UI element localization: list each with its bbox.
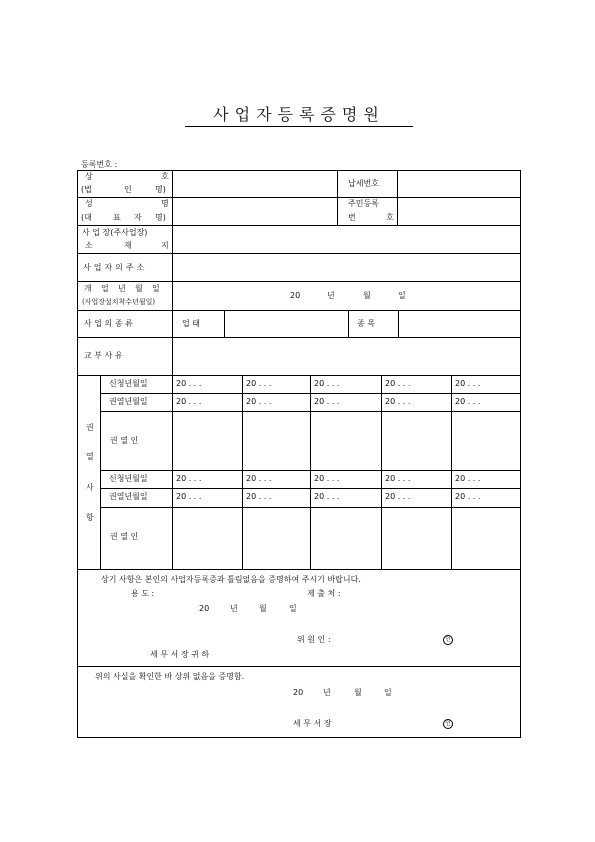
opening-label-e: 일	[152, 284, 160, 293]
name-label-a: 성	[85, 199, 93, 208]
rep-name-label-d: 명)	[155, 213, 166, 222]
license-side-label-b: 열	[86, 452, 94, 461]
name-label-b: 명	[161, 199, 169, 208]
corp-name-label-a: (법	[81, 185, 92, 194]
document-title: 사업자등록증명원	[213, 105, 385, 124]
year-cell: 20 . . .	[385, 492, 411, 501]
year-cell: 20 . . .	[246, 379, 272, 388]
request-statement: 상기 사항은 본인의 사업자등록증과 틀림없음을 증명하여 주시기 바랍니다.	[101, 575, 361, 584]
issue-date-label-1: 권열년월일	[109, 397, 148, 406]
rep-name-label-b: 표	[113, 213, 121, 222]
issue-date-label-2: 권열년월일	[109, 492, 148, 501]
license-side-label-c: 사	[86, 483, 94, 492]
year-cell: 20 . . .	[246, 492, 272, 501]
request-date-month-unit: 월	[259, 604, 267, 613]
year-cell: 20 . . .	[455, 474, 481, 483]
year-cell: 20 . . .	[246, 474, 272, 483]
tax-office-addressee: 세 무 서 장 귀 하	[150, 650, 210, 659]
location-label-b: 소	[85, 241, 93, 250]
year-cell: 20 . . .	[455, 379, 481, 388]
year-cell: 20 . . .	[176, 397, 202, 406]
opening-label-c: 년	[118, 284, 126, 293]
trade-name-label-a: 상	[85, 172, 93, 181]
apply-date-label-2: 신청년월일	[109, 474, 148, 483]
opening-date-month-unit: 월	[363, 291, 371, 300]
location-label-d: 지	[161, 241, 169, 250]
applicant-seal-icon: 인	[443, 635, 453, 645]
rep-name-label-c: 자	[134, 213, 142, 222]
certify-date-day-unit: 일	[384, 688, 392, 697]
year-cell: 20 . . .	[176, 474, 202, 483]
resident-number-label-b: 번	[348, 213, 356, 222]
address-label: 사업자의주소	[83, 263, 148, 272]
opening-date-year: 20	[290, 291, 301, 300]
certify-date-year: 20	[293, 688, 304, 697]
apply-date-label-1: 신청년월일	[109, 379, 148, 388]
tax-office-chief-signer: 세 무 서 장	[293, 719, 332, 728]
purpose-label: 용 도 :	[131, 589, 155, 598]
license-side-label-a: 권	[86, 423, 94, 432]
tax-number-label: 납세번호	[348, 179, 379, 188]
year-cell: 20 . . .	[385, 379, 411, 388]
year-cell: 20 . . .	[314, 492, 340, 501]
request-date-day-unit: 일	[289, 604, 297, 613]
location-label-a: 사 업 장(주사업장)	[82, 228, 148, 237]
certify-date-month-unit: 월	[354, 688, 362, 697]
resident-number-label-c: 호	[386, 213, 394, 222]
opening-date-day-unit: 일	[398, 291, 406, 300]
issuer-label-2: 권 열 인	[110, 532, 139, 541]
business-type-label: 사 업 의 종 류	[84, 319, 133, 328]
year-cell: 20 . . .	[455, 397, 481, 406]
certification-statement: 위의 사실을 확인한 바 상위 없음을 증명함.	[95, 672, 245, 681]
trade-name-label-b: 호	[161, 172, 169, 181]
year-cell: 20 . . .	[314, 379, 340, 388]
year-cell: 20 . . .	[455, 492, 481, 501]
issue-reason-label: 교 부 사 유	[84, 351, 123, 360]
corp-name-label-b: 인	[124, 185, 132, 194]
year-cell: 20 . . .	[385, 397, 411, 406]
year-cell: 20 . . .	[246, 397, 272, 406]
opening-label-a: 개	[84, 284, 92, 293]
year-cell: 20 . . .	[176, 492, 202, 501]
year-cell: 20 . . .	[314, 397, 340, 406]
location-label-c: 재	[124, 241, 132, 250]
submit-to-label: 제 출 처 :	[307, 589, 341, 598]
issuer-label-1: 권 열 인	[110, 436, 139, 445]
business-category-label: 업 태	[182, 319, 200, 328]
request-date-year: 20	[199, 604, 210, 613]
official-seal-icon: 인	[443, 719, 453, 729]
corp-name-label-c: 명)	[155, 185, 166, 194]
title-underline	[185, 126, 413, 127]
rep-name-label-a: (대	[81, 213, 92, 222]
year-cell: 20 . . .	[314, 474, 340, 483]
certify-date-year-unit: 년	[323, 688, 331, 697]
applicant-label: 위 원 인 :	[297, 635, 331, 644]
opening-label-d: 월	[135, 284, 143, 293]
opening-date-year-unit: 년	[327, 291, 335, 300]
business-item-label: 종 목	[357, 319, 375, 328]
license-side-label-d: 항	[86, 513, 94, 522]
opening-label-b: 업	[101, 284, 109, 293]
registration-number-label: 등록번호 :	[81, 160, 118, 169]
year-cell: 20 . . .	[385, 474, 411, 483]
resident-number-label-a: 주민등록	[348, 199, 379, 208]
opening-sub-label: (사업장설치착수년월일)	[82, 298, 156, 306]
request-date-year-unit: 년	[230, 604, 238, 613]
year-cell: 20 . . .	[176, 379, 202, 388]
